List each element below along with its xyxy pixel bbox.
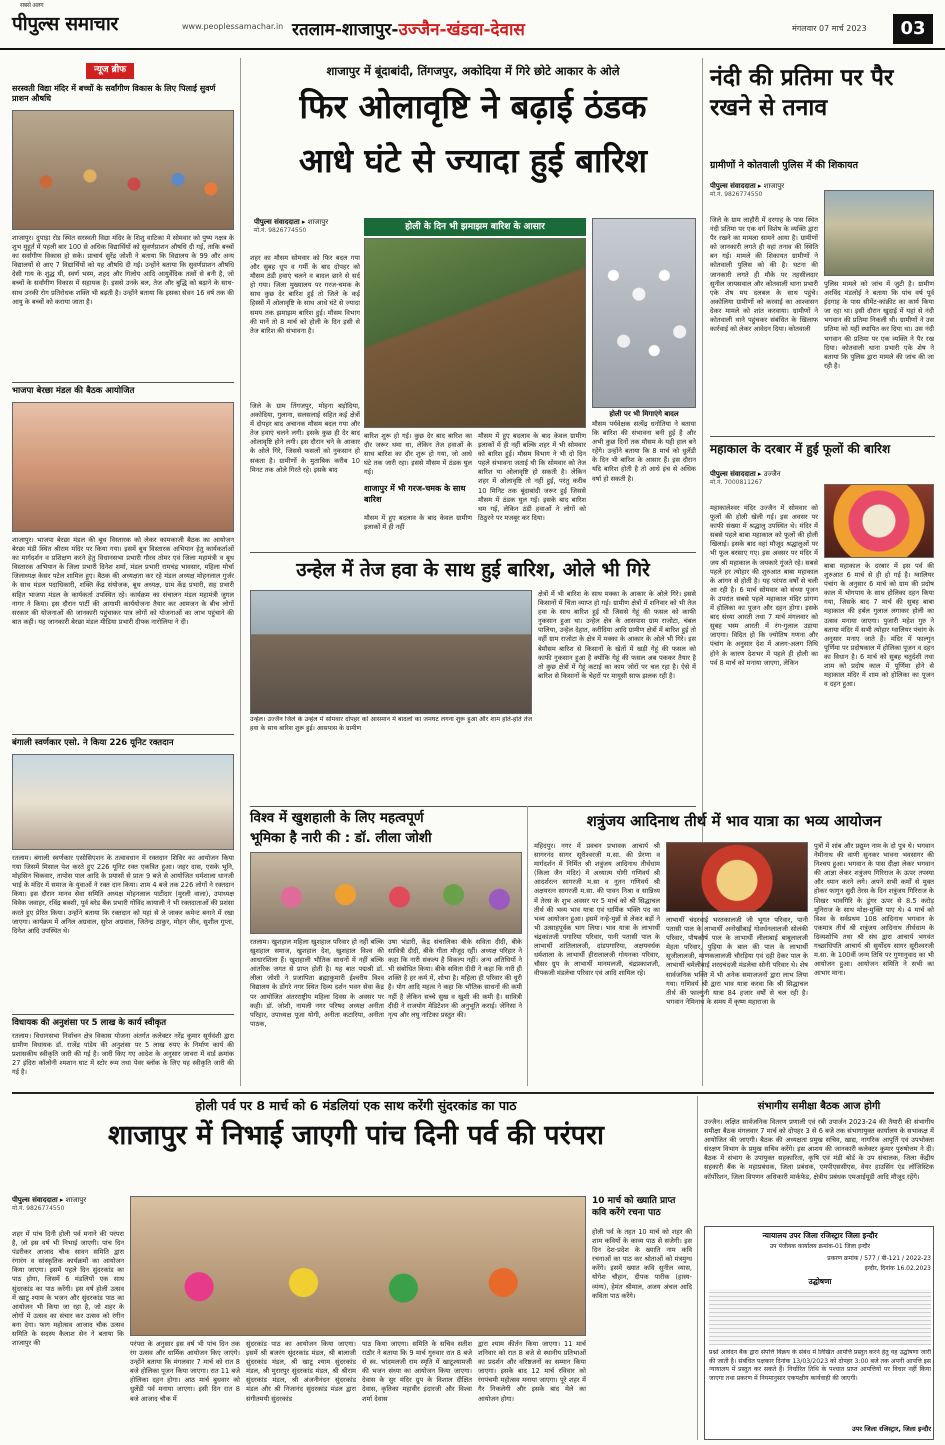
- notice-title: न्यायालय उपर जिला रजिस्ट्रार जिला इन्दौर: [762, 1231, 878, 1240]
- brief-3-headline: बंगाली स्वर्णकार एसो. ने किया 226 यूनिट रक्तदान: [12, 738, 174, 748]
- lead-body-3: बारिश शुरू हो गई। कुछ देर बाद बारिश का दौर जरूर थमा था, लेकिन तेज हवाओं के साथ बारिश का दौर शुरू हो गया, जो आधे घंटे तक जारी रहा। इससे मौसम में ठंडक घुल गई।: [364, 432, 472, 477]
- meeting-body: उज्जैन। लक्षित सार्वजनिक वितरण प्रणाली एवं रबी उपार्जन 2023-24 की तैयारी की संभागीय समीक्षा बैठक मंगलवार 7 मार्च को दोपहर 3 से 6 बजे तक संभागायुक्त कार्यालय के सभाकक्ष में आयोजित की जाएगी। बैठक की अध्यक्षता प्रमुख सचिव, खाद्य, नागरिक आपूर्ति एवं उपभोक्ता संरक्षण विभाग के प्रमुख सचिव करेंगे। इस आशय की जानकारी कलेक्टर कुमार पुरुषोत्तम ने दी। बैठक में संभाग के उपायुक्त सहकारिता, कृषि एवं मंडी बोर्ड के उप संचालक, जिला केंद्रीय सहकारी बैंक के महाप्रबंधक, जिला प्रबंधक, एमपीएससीएस, वेयर हाउसिंग एंड लॉजिस्टिक कॉर्पोरेशन, जिला विपणन अधिकारी मार्कफेड, क्षेत्रीय प्रबंधक एमआईयूडी आदि मौजूद रहेंगे।: [704, 1118, 934, 1181]
- hailstones-photo: [592, 218, 696, 408]
- holi-body-1: शहर में पांच दिनी होली पर्व मनाने की परंपरा है, जो इस वर्ष भी निभाई जाएगी। पांच दिन पंडरीकर आजाद चौक सावन समिति द्वारा रंगारंग व सांस्कृतिक कार्यक्रमों का आयोजन किया जाएगा। इसमें पहले दिन सुंदरकांड का पाठ होगा, जिसमें 6 मंडलियों एक साथ सुंदरकांड का पाठ करेंगी। इस वर्ष होली उत्सव में खाटू श्याम के भजन और सुंदरकांड पाठ का आयोजन भी किया जा रहा है, जो शहर के लोगों में उत्सव का संचार कर उत्सव को रंगीन बना देगा। फाग महोत्सव आजाद चौक उत्सव समिति के सदस्य कैलाश सेन ने बताया कि शाजापुर की: [12, 1230, 124, 1348]
- divider: [250, 806, 696, 807]
- logo-tagline: सबसे अलग: [20, 2, 44, 9]
- byline-place: उज्जैन: [763, 470, 781, 478]
- newspaper-logo: [12, 2, 118, 37]
- lead-kicker: शाजापुर में बूंदाबांदी, तिंगजपुर, अकोदिया में गिरे छोटे आकार के ओले: [326, 64, 620, 78]
- section-title-dark: रतलाम-शाजापुर-: [292, 19, 399, 40]
- divider: [12, 734, 234, 735]
- notice-body: प्रश्नों आवेदन बैंक द्वारा संपत्ति विक्रय के संबंध में लिखित आपत्ति प्रस्तुत करने हेतु यह उद्घोषणा जारी की जाती है। संबंधित पक्षकार दिनांक 13/03/2023 को दोपहर 3:00 बजे तक अपनी आपत्ति इस न्यायालय में प्रस्तुत कर सकते हैं। निर्धारित तिथि के पश्चात प्राप्त आपत्तियों पर विचार नहीं किया जाएगा तथा प्रकरण में नियमानुसार एकपक्षीय कार्यवाही की जाएगी।: [709, 1349, 931, 1382]
- notice-heading: उद्घोषणा: [808, 1277, 832, 1286]
- police-villagers-photo: [824, 190, 934, 276]
- lead-subhead: शाजापुर में भी गरज-चमक के साथ बारिश: [364, 484, 466, 504]
- unhel-street-photo: [250, 590, 532, 714]
- lead-inset-label: होली के दिन भी झमाझम बारिश के आसार: [364, 218, 586, 236]
- mahakal-headline: महाकाल के दरबार में हुई फूलों की बारिश: [710, 442, 891, 456]
- mahakal-flowers-photo: [824, 484, 934, 558]
- holi-headline: शाजापुर में निभाई जाएगी पांच दिनी पर्व की परंपरा: [107, 1120, 605, 1151]
- holi-body-5: द्वारा श्याम कीर्तन किया जाएगा। 11 मार्च शनिवार को रात 8 बजे से स्थानीय प्रतिभाओं का प्रदर्शन और वरिष्ठजनों का सम्मान किया जाएगा। इसके बाद 12 मार्च रविवार को रंगपंचमी महोत्सव मनाया जाएगा। पूरे शहर में गैर निकलेगी और इसके बाद मेले का आयोजन होगा।: [478, 1340, 586, 1403]
- rain-field-photo: [364, 238, 586, 428]
- column-divider: [697, 1096, 698, 1440]
- notice-scanned-block: [709, 1289, 931, 1345]
- divider: [12, 382, 234, 383]
- page-number: 03: [893, 14, 933, 44]
- byline-name: पीपुल्स संवाददाता: [254, 218, 300, 226]
- notice-date: इन्दौर, दिनांक 16.02.2023: [864, 1265, 931, 1272]
- bjp-meeting-photo: [12, 402, 234, 532]
- nandi-byline: पीपुल्स संवाददाता ▸ शाजापुर मो.नं. 9826774550: [710, 182, 818, 199]
- byline-mobile: मो.नं. 9826774550: [254, 227, 307, 235]
- poet-kicker: 10 मार्च को ख्याति प्राप्त कवि करेंगे रचना पाठ: [592, 1196, 676, 1218]
- holi-colors-photo: [130, 1196, 586, 1336]
- byline-name: पीपुल्स संवाददाता: [710, 470, 756, 478]
- brief-2-body: शाजापुर। भाजपा बेरछा मंडल की बूथ विस्तारक को लेकर कामकाजी बैठक का आयोजन बेरछा मंडी स्थित श्रीराम मंदिर पर किया गया। इसमें बूथ विस्तारक अभियान हेतु कार्यकर्ताओं का मार्गदर्शन व प्रशिक्षण करने हेतु विधानसभा प्रभारी गौरव तोमर एवं जिला महामंत्री व बूथ विस्तारक अभियान के जिला प्रभारी दिनेश शर्मा, मंडल प्रभारी रामचंद्र भावसार, महिला मोर्चा जिलाध्यक्ष केसर पटेल शामिल हुए। बैठक की अध्यक्षता कर रहे मंडल अध्यक्ष मोहनलाल गुर्जर के साथ मंडल पदाधिकारी, शक्ति केंद्र संयोजक, बूथ अध्यक्ष, ग्राम केंद्र प्रभारी, सह प्रभारी सहित भाजपा मंडल के कार्यकर्ता उपस्थित रहे। कार्यक्रम का संचालन मंडल महामंत्री जुगल नागर ने किया। इस दौरान पार्टी की आगामी कार्ययोजना तैयार कर आमजन के बीच लोगों सरकार की योजनाओं की जानकारी पहुंचाकर पात्र लोगों को योजनाओं का लाभ पहुंचाने की बात कही। यह जानकारी बेरछा मंडल मीडिया प्रभारी दीपक नारोलिया ने दी।: [12, 536, 234, 626]
- divider: [710, 436, 935, 437]
- meeting-headline: संभागीय समीक्षा बैठक आज होगी: [757, 1101, 881, 1112]
- nari-headline-1: विश्व में खुशहाली के लिए महत्वपूर्ण: [250, 810, 424, 826]
- lead-body-1: शहर का मौसम सोमवार को फिर बदल गया और सुबह धूप व गर्मी के बाद दोपहर को मौसम ठंडी हवाएं चलने व बादल छाने से सर्द हो गया। जिला मुख्यालय पर गरज-चमक के साथ कुछ देर बारिश हुई तो जिले के कई हिस्सों में ओलावृष्टि के साथ आधे घंटे से ज्यादा समय तक झमाझम बारिश हुई। मौसम विभाग की मानें तो 8 मार्च को होली के दिन इसी से तेज बारिश की संभावना है।: [250, 254, 360, 335]
- brief-2-headline: भाजपा बेरछा मंडल की बैठक आयोजित: [12, 386, 135, 396]
- lead-body-4-a: मौसम में हुए बदलाव के बाद केवल ग्रामीण इलाकों में ही नहीं: [364, 514, 472, 532]
- temple-interior-photo: [666, 842, 808, 912]
- nari-body-2: उषा भंडारी, केंद्र संचालिका बीके सविता दीदी, बीके सावित्री दीदी, बीके गीता मौजूद रहीं। अध्यक्ष परिहार ने कहा कि नारी संकल्प है विकल्प नहीं। अन्य अतिथियों ने भी संबोधित किया। बीके सविता दीदी ने कहा कि नारी ही शक्ति है हर कर्म में, शोभा है। महिला ही परिवार की धुरी है। योग आदि महत्व ने कहा कि भौतिक साधनों की कमी नहीं है लेकिन सच्चे सुख व खुशी की कमी है। सावित्री दीदी ने राजयोग मेडिटेशन की अनुभूति कराई। जेनिसा ने नृत्य और लघु नाटिका प्रस्तुत की।: [388, 938, 522, 1019]
- brief-4-body: रतलाम। विधानसभा निर्वाचन क्षेत्र विकास योजना अंतर्गत कलेक्टर नरेंद्र कुमार सूर्यवंशी द्वारा ग्रामीण विधायक डॉ. राजेंद्र पांडेय की अनुशंसा पर 5 लाख रुपए के निर्माण कार्य की प्रशासकीय स्वीकृति जारी की गई है। जारी किए गए आदेश के अनुसार जावरा में वार्ड क्रमांक 27 इंदिरा कॉलोनी श्मशान घाट में स्टोर रूम तथा पेवर ब्लॉक के लिए यह स्वीकृति जारी की गई है।: [12, 1032, 234, 1077]
- mahakal-body-2: बाबा महाकाल के दरबार में इस पर्व की शुरुआत 6 मार्च से ही हो गई है। ग्वालियर पंचांग के अनुसार 6 मार्च को ग्राम की प्रदोष काल में भोगपाय के साथ होलिका दहन किया गया, जिसके बाद 7 मार्च की सुबह बाबा महाकाल की हर्बल गुलाल लगाकर होली का उत्सव मनाया जाएगा। पुजारी महेश गुरु ने बताया मंदिर में सभी त्योहार ग्वालियर पंचांग के अनुसार मनाए जाते हैं। मंदिर में फाल्गुन पूर्णिमा पर प्रदोषकाल में होलिका पूजन व दहन का विधान है। 6 मार्च को सुबह चतुर्दशी तथा शाम को प्रदोष काल में पूर्णिमा होने से महाकाल मंदिर में शाम को होलिका का पूजन व दहन हुआ।: [824, 562, 934, 689]
- brief-1-headline: सरस्वती विद्या मंदिर में बच्चों के सर्वांगीण विकास के लिए पिलाई सुवर्ण प्राशन औषधि: [12, 84, 216, 104]
- logo-text: पीपुल्स समाचार: [12, 13, 118, 35]
- news-brief-tag: न्यूज ब्रीफ: [86, 63, 134, 79]
- shatrunjay-body-1: महिदपुर। नगर में प्रवचन प्रभावक आचार्य श्री सागरनंद सागर सूरीश्वरजी म.सा. की प्रेरणा व मार्गदर्शन में निर्मित श्री शत्रुंजय आदिनाथ तीर्थधाम (किला जैन मंदिर) में अध्यात्म योगी गणिवर्य श्री आदर्शरत्न सागरजी म.सा व नूतन गणिवर्य श्री अक्षयरत्न सागरजी म.सा. की पावन निश्रा व सान्निध्य में तेरस के शुभ अवसर पर 5 मार्च को श्री सिद्धाचल तीर्थ की भव्य भाव यात्रा एवं धार्मिक भक्ति पद का भव्य आयोजन हुआ। इसमें नन्हे-मुन्नों से लेकर बड़ों ने भी उत्साहपूर्वक भाग लिया। भाव यात्रा के लाभार्थी चंद्रकांतजी पगारिया परिवार, पानी पतासी पाल के लाभार्थी शांतिलालजी, दांडपगारिया, अक्षयवर्धक धर्मशाला के लाभार्थी हीरालालजी गोयनका परिवार, चौसर ग्रुप के लाभार्थी मानमलजी, चंद्रप्रकाशजी, वीपकजी मंडलेचा परिवार एवं आदि शामिल रहे।: [534, 842, 660, 978]
- holi-body-2: परंपरा के अनुसार इस वर्ष भी पांच दिन तक रंग उत्सव और धार्मिक आयोजन किए जाएंगे। उन्होंने बताया कि मंगलवार 7 मार्च को रात 8 बजे होलिका पूजन किया जाएगा। रात 11 बजे होलिका दहन होगा। आठ मार्च बुधवार को धुलेंडी पर्व मनाया जाएगा। इसी दिन रात 8 बजे आजाद चौक में: [130, 1340, 240, 1403]
- brief-1-body: शाजापुर। दुपाड़ा रोड स्थित सरस्वती विद्या मंदिर के शिशु वाटिका में सोमवार को पुष्य नक्षत्र के शुभ मुहूर्त में पहली बार 100 से अधिक विद्यार्थियों को सुवर्णप्राशन औषधि दी गई, ताकि बच्चों का सर्वांगीण विकास हो सके। प्राचार्य सुरेंद्र जोशी ने बताया कि विद्यालय के 99 और अन्य विद्यालयों से आए 7 विद्यार्थियों को यह औषधि दी गई। उन्होंने बताया कि सुवर्णप्राशन औषधि देसी गाय के शुद्ध घी, स्वर्ण भस्म, शहद और गिलोय आदि आयुर्वेदिक तत्वों से बनी है, जो बच्चों के सर्वांगीण विकास में सहायक है। इससे उनके बल, तेज और बुद्धि को बढ़ाने के साथ-साथ उनकी रोग प्रतिरोधक शक्ति भी बढ़ती है। उन्होंने बताया कि इसका सेवन 16 वर्ष तक की आयु के बच्चों को कराया जाता है।: [12, 234, 234, 306]
- students-photo: [12, 110, 234, 230]
- holi-body-3: सुंदरकांड पाठ का आयोजन किया जाएगा। इसमें श्री बजरंग सुंदरकांड मंडल, श्री बालाजी सुंदरकांड मंडल, श्री खाटू श्याम सुंदरकांड मंडल, श्री मुरारपुर सुंदरकांड मंडल, श्री श्रीराम सुंदरकांड मंडल, श्री अंजनीनंदन सुंदरकांड मंडल और श्री निजानंद सुंदरकांड मंडल द्वारा संगीतमयी सुंदरकांड: [246, 1340, 356, 1403]
- section-divider: [12, 1092, 934, 1094]
- holi-body-4: पाठ किया जाएगा। समिति के सचिव सतीश राठौर ने बताया कि 9 मार्च गुरुवार रात 8 बजे से स्व. भांदमलजी राम स्मृति में खाटूश्यामजी की भजन संध्या का आयोजन किया जाएगा। देवास के सुर मंदिर ग्रुप के विशाल दीक्षित देवास, कृतिका महावीर इंदारजी और विश्वा शर्मा देवास: [362, 1340, 472, 1403]
- unhel-headline: उन्हेल में तेज हवा के साथ हुई बारिश, ओले भी गिरे: [296, 559, 650, 581]
- notice-signature: उपर जिला रजिस्ट्रार, जिला इन्दौर: [852, 1425, 931, 1433]
- column-divider: [527, 806, 528, 1086]
- byline-mobile: मो.नं. 9826774550: [12, 1205, 65, 1213]
- hail-photo-caption: होली पर भी मिगाएंगे बादल: [609, 410, 679, 418]
- section-title: [292, 15, 525, 45]
- byline-place: शाजापुर: [307, 218, 329, 226]
- nari-body-1: रतलाम। खुशहाल महिला खुशहाल परिवार हो नहीं बल्कि खुशहाल समाज, खुशहाल देश, खुशहाल विश्व की आधारशिला हैं। खुशहाली भौतिक साधनों में नहीं बल्कि आंतरिक जगत से प्राप्त होती है। यह बात पद्मश्री डॉ. लीला जोशी ने प्रजापिता ब्रह्माकुमारी ईश्वरीय विश्व विद्यालय के डोंगरे नगर स्थित दिव्य दर्शन भवन सेवा केंद्र पर आयोजित अंतरराष्ट्रीय महिला दिवस के अवसर पर कही। डॉ. जोशी, नामली नगर परिषद अध्यक्ष अनीता परिहार, उपाध्यक्ष पूजा योगी, अनीता कटारिया, अनीता पाठक,: [250, 938, 384, 1028]
- lead-body-5: मौसम पर्यवेक्षक सत्येंद्र धनोतिया ने बताया कि बारिश की संभावना बनी हुई है और अभी कुछ दिनों तक मौसम के यही हाल बने रहेंगे। उन्होंने बताया कि 8 मार्च को धुलेंडी के दिन भी बारिश के आसार हैं। इस दौरान यदि बारिश होती है तो आधे इंच से अधिक वर्षा हो सकती है।: [592, 420, 696, 483]
- mahakal-byline: पीपुल्स संवाददाता ▸ उज्जैन मो.नं. 7000811267: [710, 470, 818, 487]
- unhel-caption: उन्हेल। उज्जैन जिले के उन्हेल में सोमवार दोपहर को आसमान में बादलों का जमघट लगना शुरू हुआ और शाम होते-होते तेज हवा के साथ बारिश शुरू हुई। आसपास के ग्रामीण: [250, 716, 532, 732]
- section-title-red: उज्जैन-खंडवा-देवास: [398, 19, 525, 40]
- holi-byline: पीपुल्स संवाददाता ▸ शाजापुर मो.नं. 9826774550: [12, 1196, 124, 1213]
- lead-body-2: जिले के ग्राम तिंगजपुर, मोहना बड़ोदिया, अकोदिया, गुलाना, सलसलाई सहित कई क्षेत्रों में दोपहर बाद अचानक मौसम बदल गया और तेज हवाएं चलने लगी। इसके कुछ ही देर बाद ओलावृष्टि होने लगी। इस दौरान चने के आकार के ओले गिरे, जिससे फसलों को नुकसान हो सकता है। ग्रामीणों के मुताबिक करीब 10 मिनट तक ओले गिरते रहे। इसके बाद: [250, 402, 360, 474]
- notice-subtitle: उप पंजीयक कार्यालय क्रमांक-01 जिला इन्दौर: [769, 1243, 871, 1250]
- column-divider: [240, 58, 241, 1086]
- website-url: www.peoplessamachar.in: [182, 22, 284, 31]
- byline-place: शाजापुर: [763, 182, 785, 190]
- lead-body-4: मौसम में हुए बदलाव के बाद केवल ग्रामीण इलाकों में ही नहीं बल्कि शहर में भी सोमवार को बारिश हुई। मौसम विभाग ने भी दो दिन पहले संभावना जताई थी कि सोमवार को तेज बारिश या ओलावृष्टि हो सकती है। लेकिन शहर में ओलावृष्टि तो नहीं हुई, परंतु करीब 10 मिनिट तक बूंदाबांदी जरूर हुई जिससे मौसम में ठंडक घुल गई। इसके बाद बारिश थम गई, लेकिन ठंडी हवाओं ने लोगों को ठिठुरने पर मजबूर कर दिया।: [478, 432, 586, 522]
- nandi-body: जिले के ग्राम लाहौरी में दरगाह के पास स्थित नंदी प्रतिमा पर एक वर्ग विशेष के व्यक्ति द्वारा पैर रखने का मामला सामने आया है। ग्रामीणों को जानकारी लगते ही वहां तनाव की स्थिति बन गई। मामले की शिकायत ग्रामीणों ने कोतवाली पुलिस को की है। घटना की जानकारी लगते ही मौके पर तहसीलदार सुनील जायसवाल और कोतवाली थाना प्रभारी एके शेष मय दलबल के साथ पहुंचे। अकोलिया ग्रामीणों को करवाई का आश्वासन देकर मामले को शांत करवाया। ग्रामीणों ने कोतवाली थाने पहुंचकर संबंधित के खिलाफ कार्रवाई को लेकर आवेदन दिया। कोतवाली: [710, 216, 818, 334]
- nari-headline-2: भूमिका है नारी की : डॉ. लीला जोशी: [250, 830, 432, 846]
- nandi-photo-text: पुलिस मामले को जांच में जुटी है। ग्रामीण अरविंद मंडलोई ने बताया कि पांच वर्ष पूर्व ईदगाह के पास सीमेंट-कांक्रीट का कार्य किया जा रहा था। इसी दौरान खुदाई में यहां से नंदी भगवान की प्रतिमा निकली थी। ग्रामीणों ने उस प्रतिमा को यहीं स्थापित कर दिया था। उस नंदी भगवान की प्रतिमा पर एक व्यक्ति ने पैर रख दिया। कोतवाली थाना प्रभारी एके शेष ने बताया कि पुलिस द्वारा मामले की जांच की जा रही है।: [824, 280, 934, 370]
- notice-case-no: प्रकरण क्रमांक / 577 / बी-121 / 2022-23: [827, 1255, 931, 1262]
- nandi-subhead: ग्रामीणों ने कोतवाली पुलिस में की शिकायत: [710, 160, 858, 171]
- byline-mobile: मो.नं. 7000811267: [710, 479, 763, 487]
- divider: [12, 1014, 234, 1015]
- byline-mobile: मो.नं. 9826774550: [710, 191, 763, 199]
- shatrunjay-body-2: लाभार्थी चंदरवाई भरतकालजी जी भूगत परिवार, पानी पतासी पाल के लाभार्थी अनोखीबाई गोवर्धनलालजी सोलंकी परिवार, पौषकौर्ष पाल के लाभार्थी लीलाबाई बाबूलालजी मेहता परिवार, पुड़िया के बाल की पाल के लाभार्थी सूजीलालजी, माणकलालजी चौरड़िया एवं दही देकर पाल के लाभार्थी चमेलीबाई शरदचंदजी मंडलेचा सोनी परिवार थे। शेष सार्वजनिक भक्ति में भी अनेक समाजजनों द्वारा लाभ लिया गया। गणिवर्य श्री द्वारा भाव यात्रा करवा कि श्री सिद्धाचल तीर्थ की फाल्गुनी यात्रा 84 हजार वर्षों से चल रही है। भगवान नेमिनाथ के समय में कृष्ण महाराजा के: [666, 916, 808, 1006]
- lead-byline: पीपुल्स संवाददाता ▸ शाजापुर मो.नं. 9826774550: [254, 218, 354, 235]
- issue-date: मंगलवार 07 मार्च 2023: [792, 24, 867, 33]
- blood-donation-photo: [12, 754, 234, 850]
- brief-3-body: रतलाम। बंगाली स्वर्णकार एसोसिएशन के तत्वावधान में रक्तदान शिविर का आयोजन किया गया जिसमें मिसाल पेश करते हुए 226 यूनिट रक्त एकत्रित हुआ। जहर दास, एसके भूनि, मोहसिन चिकवार, तापोस पाल आदि के प्रयासों से प्रातः 9 बजे से आयोजित धर्मशाला धानजी भाई के मंदिर में समाज के युवाओं ने रक्त दान किया। शाम 4 बजे तक 226 लोगों ने रक्तदान किया। इस दौरान मानव सेवा समिति अध्यक्ष मोहनलाल पाटीदार (मुरली वाला), उपाध्यक्ष विवेक जवाहर, रविंद्र बक्शी, पूर्व बरेड बैंक प्रभारी गोविंद कायाली ने भी रक्तदाताओं की प्रशंसा करते हुए प्रेरित किया। उन्होंने बताया कि रक्तदान को यहां से ले जाकर कमेन्ट बनाने में रखा जाएगा। कार्यक्रम में अनिल अग्रवाल, सुरेश अग्रवाल, जितेन्द्र ठाकुर, मोहन जीव, सुशील गुप्ता, दिनेश आदि उपस्थित थे।: [12, 854, 234, 935]
- lead-headline-1: फिर ओलावृष्टि ने बढ़ाई ठंडक: [299, 87, 647, 126]
- byline-place: शाजापुर: [65, 1196, 87, 1204]
- shatrunjay-body-3: पुत्रों में शांब और प्रद्युम्न नाम के दो पुत्र थे। भगवान नेमीनाथ की वाणी सुनकर भावना भवसागर की निश्चय हुआ। भगवान के पास दीक्षा लेकर भगवान की आज्ञा लेकर शत्रुंजय गिरिराज के ऊपर तपस्या और ध्यान करने लगे। अपने सभी कर्मों से मुक्त होकर फागुन सुदी तेरस के दिन शत्रुंजय गिरिराज के शिखर भावगिरि के डूंगर ऊपर से 8.5 करोड़ मुनिराज के साथ मोक्ष-मुक्ति पाए थे। 4 मार्च को विश्व के सर्वप्रथम 108 आदिनाथ भगवान के एकमात्र तीर्थ श्री शत्रुंजय आदिनाथ तीर्थधाम के दिव्यशोभि तथा श्री संघ द्वारा आचार्य भगवंत गच्छाधिपति आचार्य श्री सुर्योदय सागर सूरीश्वरजी म.सा. के 100वीं जन्म तिथि पर गुणानुवाद का भी आयोजन हुआ। आयोजन समिति ने सभी का आभार माना।: [814, 842, 934, 978]
- holi-kicker: होली पर्व पर 8 मार्च को 6 मंडलियां एक साथ करेंगी सुंदरकांड का पाठ: [195, 1098, 517, 1113]
- women-day-photo: [250, 852, 522, 934]
- nandi-headline: नंदी की प्रतिमा पर पैर रखने से तनाव: [710, 65, 894, 121]
- byline-name: पीपुल्स संवाददाता: [710, 182, 756, 190]
- poet-body: होली पर्व के तहत 10 मार्च को शहर की शाम कवियों के काव्य पाठ से सजेगी। इस दिन देश-प्रदेश के ख्याति नाम कवि रचनाओं का पाठ कर श्रोताओं को मंत्रमुग्ध करेंगे। इसमें ख्यात कवि सुनील व्यास, योगेश चौहान, दीपक पारीक (हास्य-व्यंग्य), हेमंत श्रीमाल, अजय अंचल आदि कविता पाठ करेंगे।: [592, 1228, 692, 1300]
- legal-notice: [704, 1226, 934, 1440]
- unhel-body: क्षेत्रों में भी बारिश के साथ मक्का के आकार के ओले गिरे। इससे किसानों में चिंता व्याप्त हो गई। ग्रामीण क्षेत्रों में शनिवार को भी तेज हवा के साथ बारिश हुई थी जिससे गेहूं की फसल को काफी नुकसान हुआ था। उन्हेल क्षेत्र के आसपास ग्राम राजोटा, चंबल पालिया, उन्हेल देहात, करीदिया आदि ग्रामीण क्षेत्रों में बारिश हुई तो वहीं ग्राम राजोटा के क्षेत्र में मक्का के आकार के ओले भी गिरे। इस बेमौसम बारिश से किसानों के खेतों में खड़ी गेहूं की फसल को काफी नुकसान हुआ है क्योंकि गेहूं की फसल अब पककर तैयार है तो कुछ क्षेत्रों में गेहूं कटाई का काम जोरों पर चल रहा है। ऐसे में बारिश से किसानों के चेहरों पर मायूसी साफ झलक रही है।: [538, 590, 696, 680]
- masthead: [0, 0, 945, 50]
- lead-headline-2: आधे घंटे से ज्यादा हुई बारिश: [298, 141, 648, 180]
- mahakal-body-1: महाकालेश्वर मंदिर उज्जैन में सोमवार को फूलों की होली खेली गई। इस अवसर पर काफी संख्या में श्रद्धालु उपस्थित थे। मंदिर में सबसे पहले बाबा महाकाल को फूलों की होली खिलाई। इसके बाद वहां मौजूद श्रद्धालुओं पर भी फूल बरसाए गए। इस अवसर पर मंदिर में जय श्री महाकाल के जयकारे गूंजते रहे। सबसे पहले हर त्योहार की शुरुआत बाबा महाकाल के आंगन से होती है। यह परंपरा वर्षों से चली आ रही है। 6 मार्च सोमवार को संध्या पूजन के उपरांत सबसे पहले महाकाल मंदिर प्रांगण में होलिका का पूजन और दहन होगा। इसके बाद संध्या आरती तथा 7 मार्च मंगलवार को सुबह भस्म आरती में रंग-गुलाल उड़ाया जाएगा। विदित हो कि ज्योतिष गणना और पंचांग के अनुसार देश में अलग-अलग तिथि होने के कारण देशभर में पहले ही होली का पर्व 8 मार्च को मनाया जाएगा, लेकिन: [710, 504, 818, 667]
- brief-4-headline: विधायक की अनुशंसा पर 5 लाख के कार्य स्वीकृत: [12, 1018, 167, 1028]
- byline-name: पीपुल्स संवाददाता: [12, 1196, 58, 1204]
- divider: [250, 552, 696, 553]
- shatrunjay-headline: शत्रुंजय आदिनाथ तीर्थ में भाव यात्रा का भव्य आयोजन: [586, 812, 882, 830]
